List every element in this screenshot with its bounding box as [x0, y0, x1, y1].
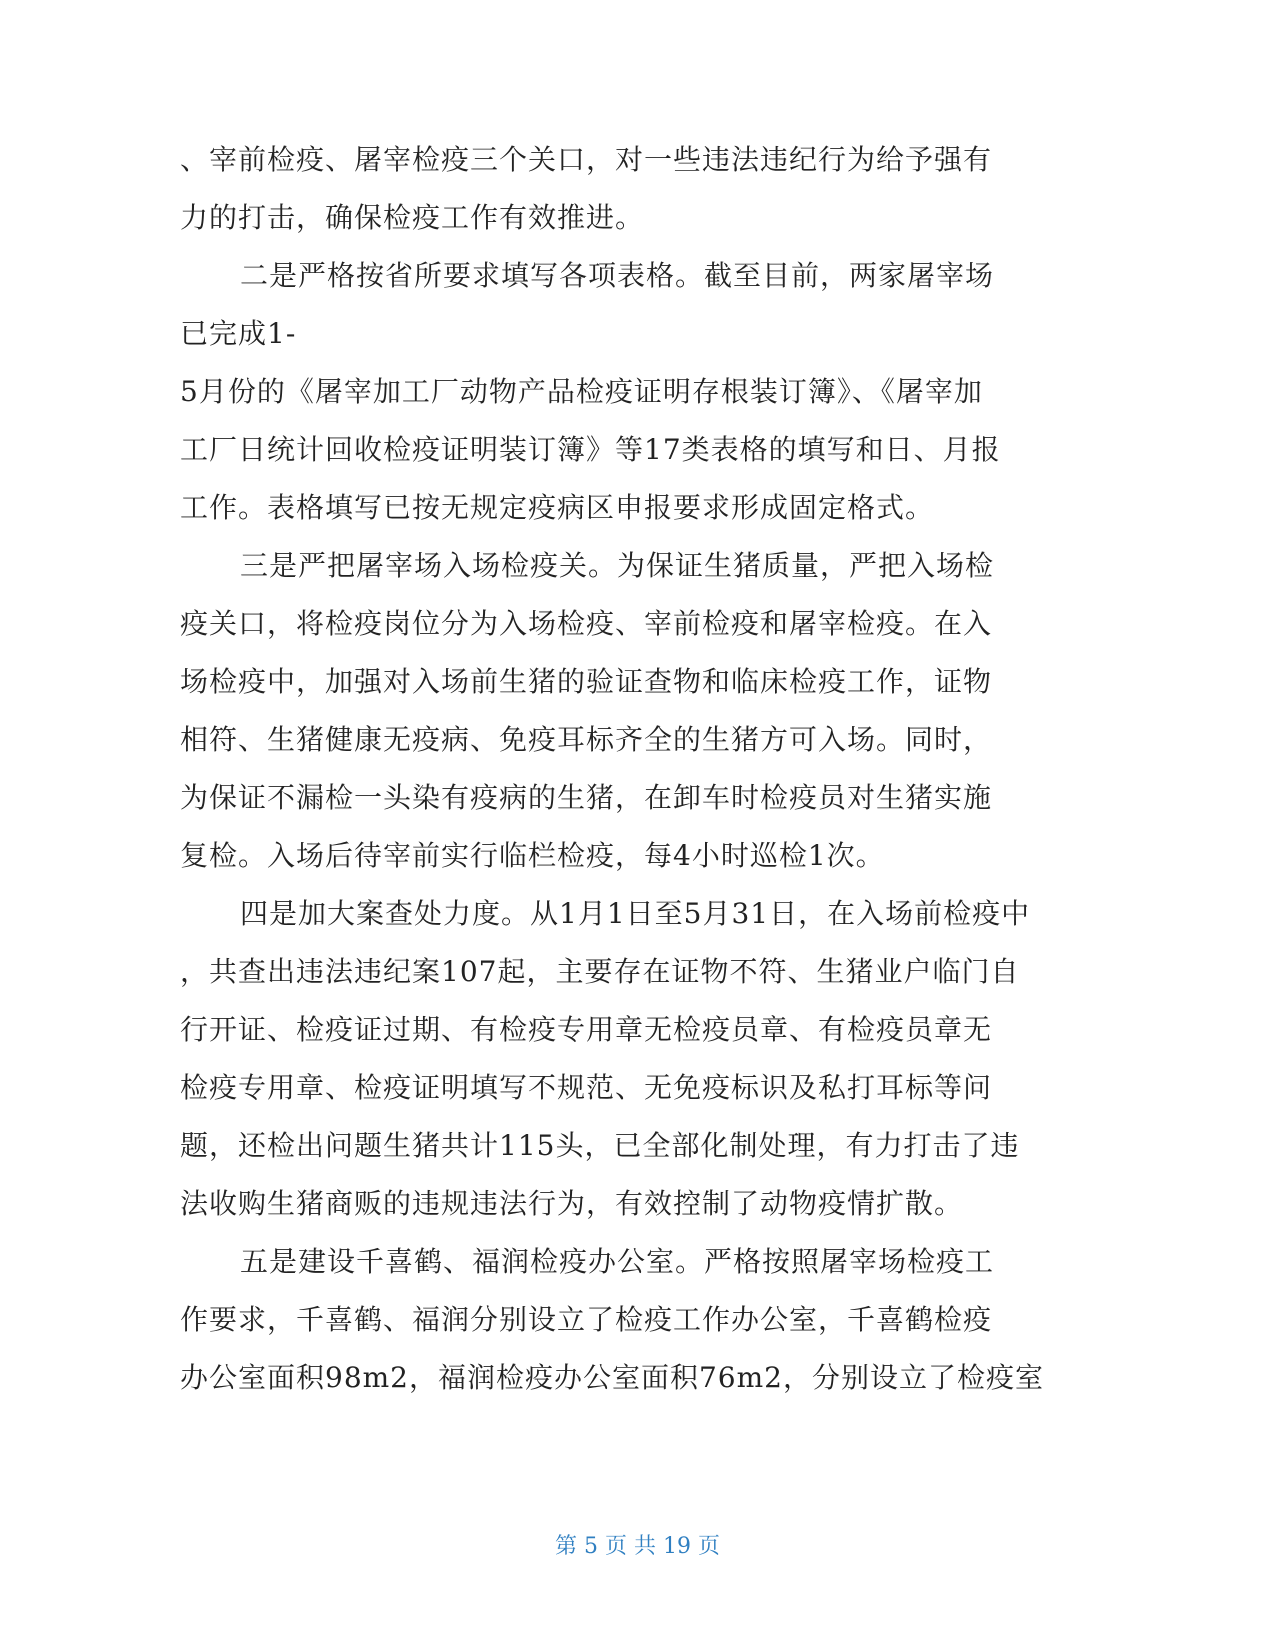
text-line: 行开证、检疫证过期、有检疫专用章无检疫员章、有检疫员章无: [180, 1013, 993, 1046]
text-line: 力的打击，确保检疫工作有效推进。: [180, 201, 645, 234]
text-line: 为保证不漏检一头染有疫病的生猪，在卸车时检疫员对生猪实施: [180, 781, 993, 814]
text-line: 5月份的《屠宰加工厂动物产品检疫证明存根装订簿》、《屠宰加: [180, 375, 983, 408]
paragraph-start-line: 五是建设千喜鹤、福润检疫办公室。严格按照屠宰场检疫工: [240, 1245, 995, 1278]
text-line: 、宰前检疫、屠宰检疫三个关口，对一些违法违纪行为给予强有: [180, 143, 993, 176]
text-line: 法收购生猪商贩的违规违法行为，有效控制了动物疫情扩散。: [180, 1187, 964, 1220]
text-line: 作要求，千喜鹤、福润分别设立了检疫工作办公室，千喜鹤检疫: [180, 1303, 993, 1336]
text-line: ，共查出违法违纪案107起，主要存在证物不符、生猪业户临门自: [180, 955, 1020, 988]
text-line: 题，还检出问题生猪共计115头，已全部化制处理，有力打击了违: [180, 1129, 1020, 1162]
text-line: 场检疫中，加强对入场前生猪的验证查物和临床检疫工作，证物: [180, 665, 993, 698]
text-line: 复检。入场后待宰前实行临栏检疫，每4小时巡检1次。: [180, 839, 885, 872]
text-line: 检疫专用章、检疫证明填写不规范、无免疫标识及私打耳标等问: [180, 1071, 993, 1104]
text-line: 工厂日统计回收检疫证明装订簿》等17类表格的填写和日、月报: [180, 433, 1001, 466]
text-line: 相符、生猪健康无疫病、免疫耳标齐全的生猪方可入场。同时，: [180, 723, 993, 756]
paragraph-start-line: 三是严把屠宰场入场检疫关。为保证生猪质量，严把入场检: [240, 549, 995, 582]
text-line: 已完成1-: [180, 317, 297, 350]
text-line: 工作。表格填写已按无规定疫病区申报要求形成固定格式。: [180, 491, 935, 524]
text-line: 疫关口，将检疫岗位分为入场检疫、宰前检疫和屠宰检疫。在入: [180, 607, 993, 640]
text-line: 办公室面积98m2，福润检疫办公室面积76m2，分别设立了检疫室: [180, 1361, 1044, 1394]
paragraph-start-line: 四是加大案查处力度。从1月1日至5月31日，在入场前检疫中: [240, 897, 1031, 930]
paragraph-start-line: 二是严格按省所要求填写各项表格。截至目前，两家屠宰场: [240, 259, 995, 292]
page-number-footer: 第 5 页 共 19 页: [555, 1534, 720, 1559]
